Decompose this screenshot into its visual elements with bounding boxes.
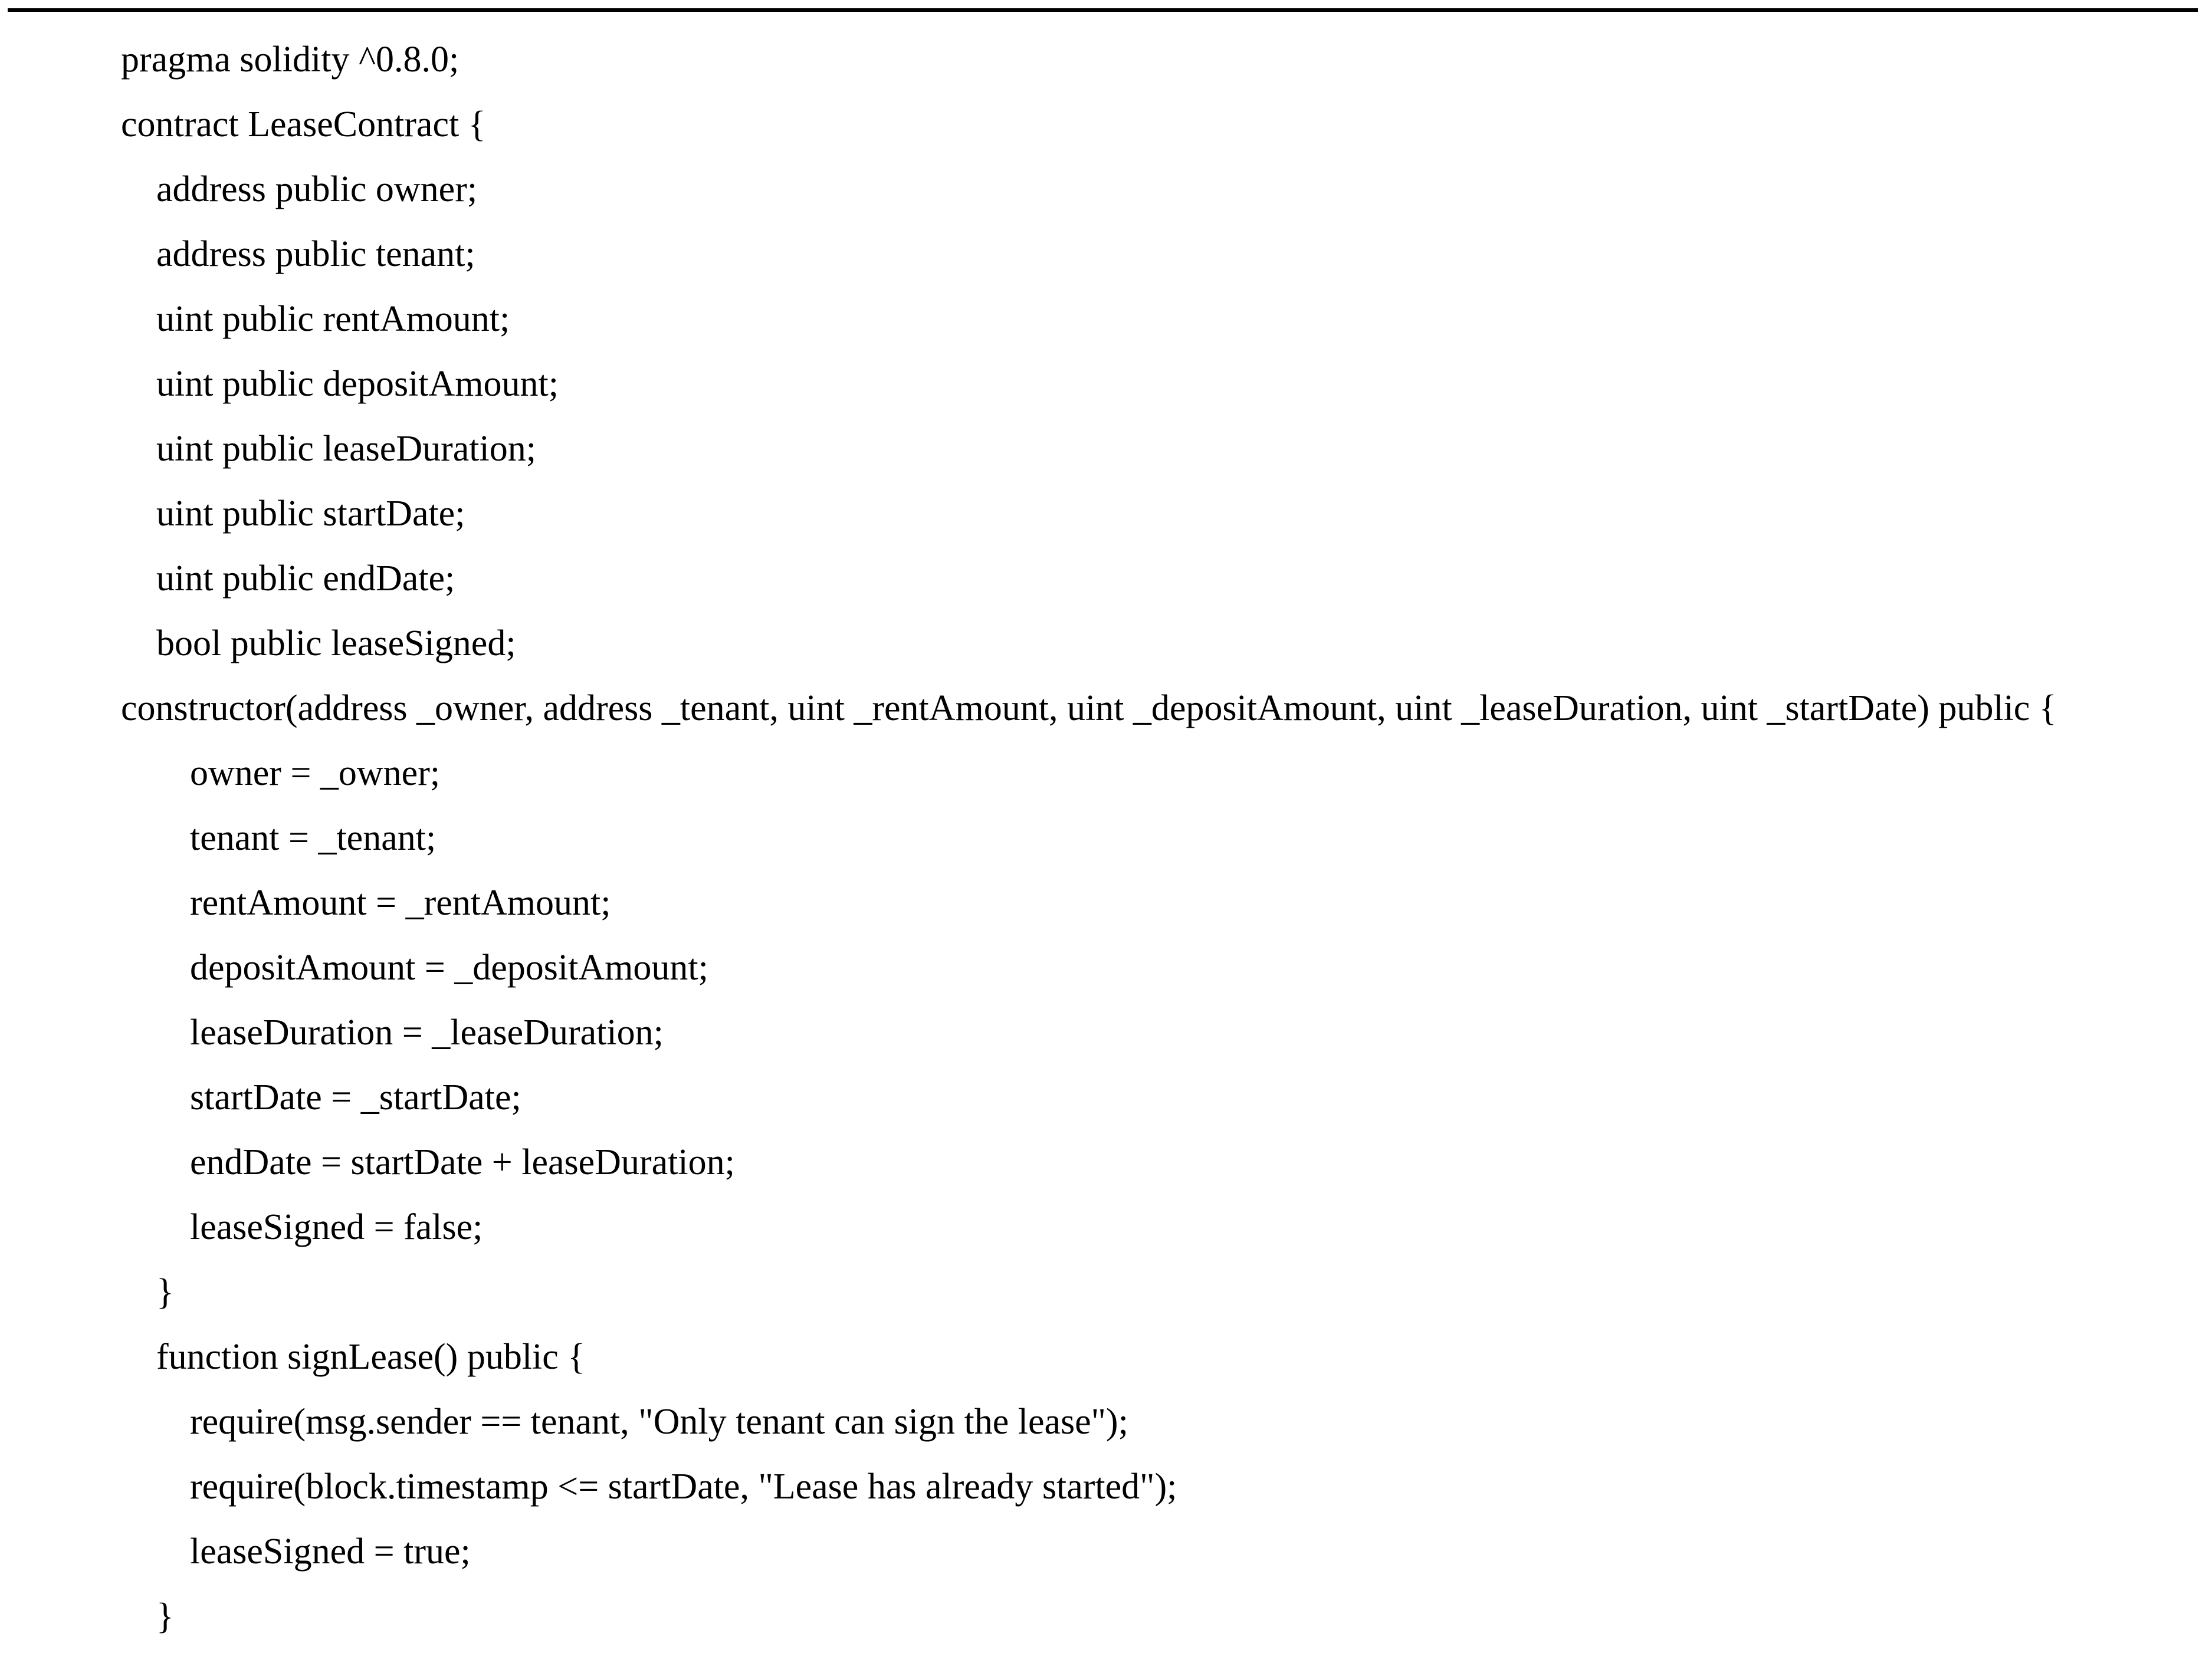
- code-line: uint public leaseDuration;: [156, 429, 536, 469]
- code-line: function signLease() public {: [156, 1337, 586, 1377]
- code-line: contract LeaseContract {: [121, 104, 486, 144]
- code-line: [9, 676, 2198, 741]
- code-line: startDate = _startDate;: [190, 1077, 521, 1117]
- code-line: uint public depositAmount;: [156, 364, 559, 404]
- code-line: require(block.timestamp <= startDate, "Lease has already started");: [190, 1467, 1177, 1507]
- code-line: }: [156, 1596, 174, 1636]
- code-line: bool public leaseSigned;: [156, 623, 516, 663]
- code-line: leaseSigned = true;: [190, 1531, 471, 1572]
- code-line: address public tenant;: [156, 234, 475, 274]
- code-line: leaseDuration = _leaseDuration;: [190, 1013, 664, 1053]
- code-line: owner = _owner;: [190, 753, 441, 793]
- code-line-text: constructor(address _owner, address _tenant, uint _rentAmount, uint _depositAmount, uint _leaseDuration, uint _startDate) public {: [121, 688, 2057, 728]
- code-line: tenant = _tenant;: [190, 818, 437, 858]
- code-line: leaseSigned = false;: [190, 1207, 483, 1247]
- code-listing: [9, 27, 2198, 1649]
- code-line: pragma solidity ^0.8.0;: [121, 40, 460, 80]
- code-line: uint public rentAmount;: [156, 299, 510, 339]
- top-horizontal-rule: [8, 8, 2198, 12]
- code-line: depositAmount = _depositAmount;: [190, 948, 708, 988]
- code-line: address public owner;: [156, 169, 478, 209]
- code-line: uint public startDate;: [156, 494, 465, 534]
- code-line: require(msg.sender == tenant, "Only tenant can sign the lease");: [190, 1402, 1128, 1442]
- code-line: rentAmount = _rentAmount;: [190, 883, 611, 923]
- code-line: uint public endDate;: [156, 558, 455, 599]
- code-line: endDate = startDate + leaseDuration;: [190, 1142, 735, 1182]
- code-line: }: [156, 1272, 174, 1312]
